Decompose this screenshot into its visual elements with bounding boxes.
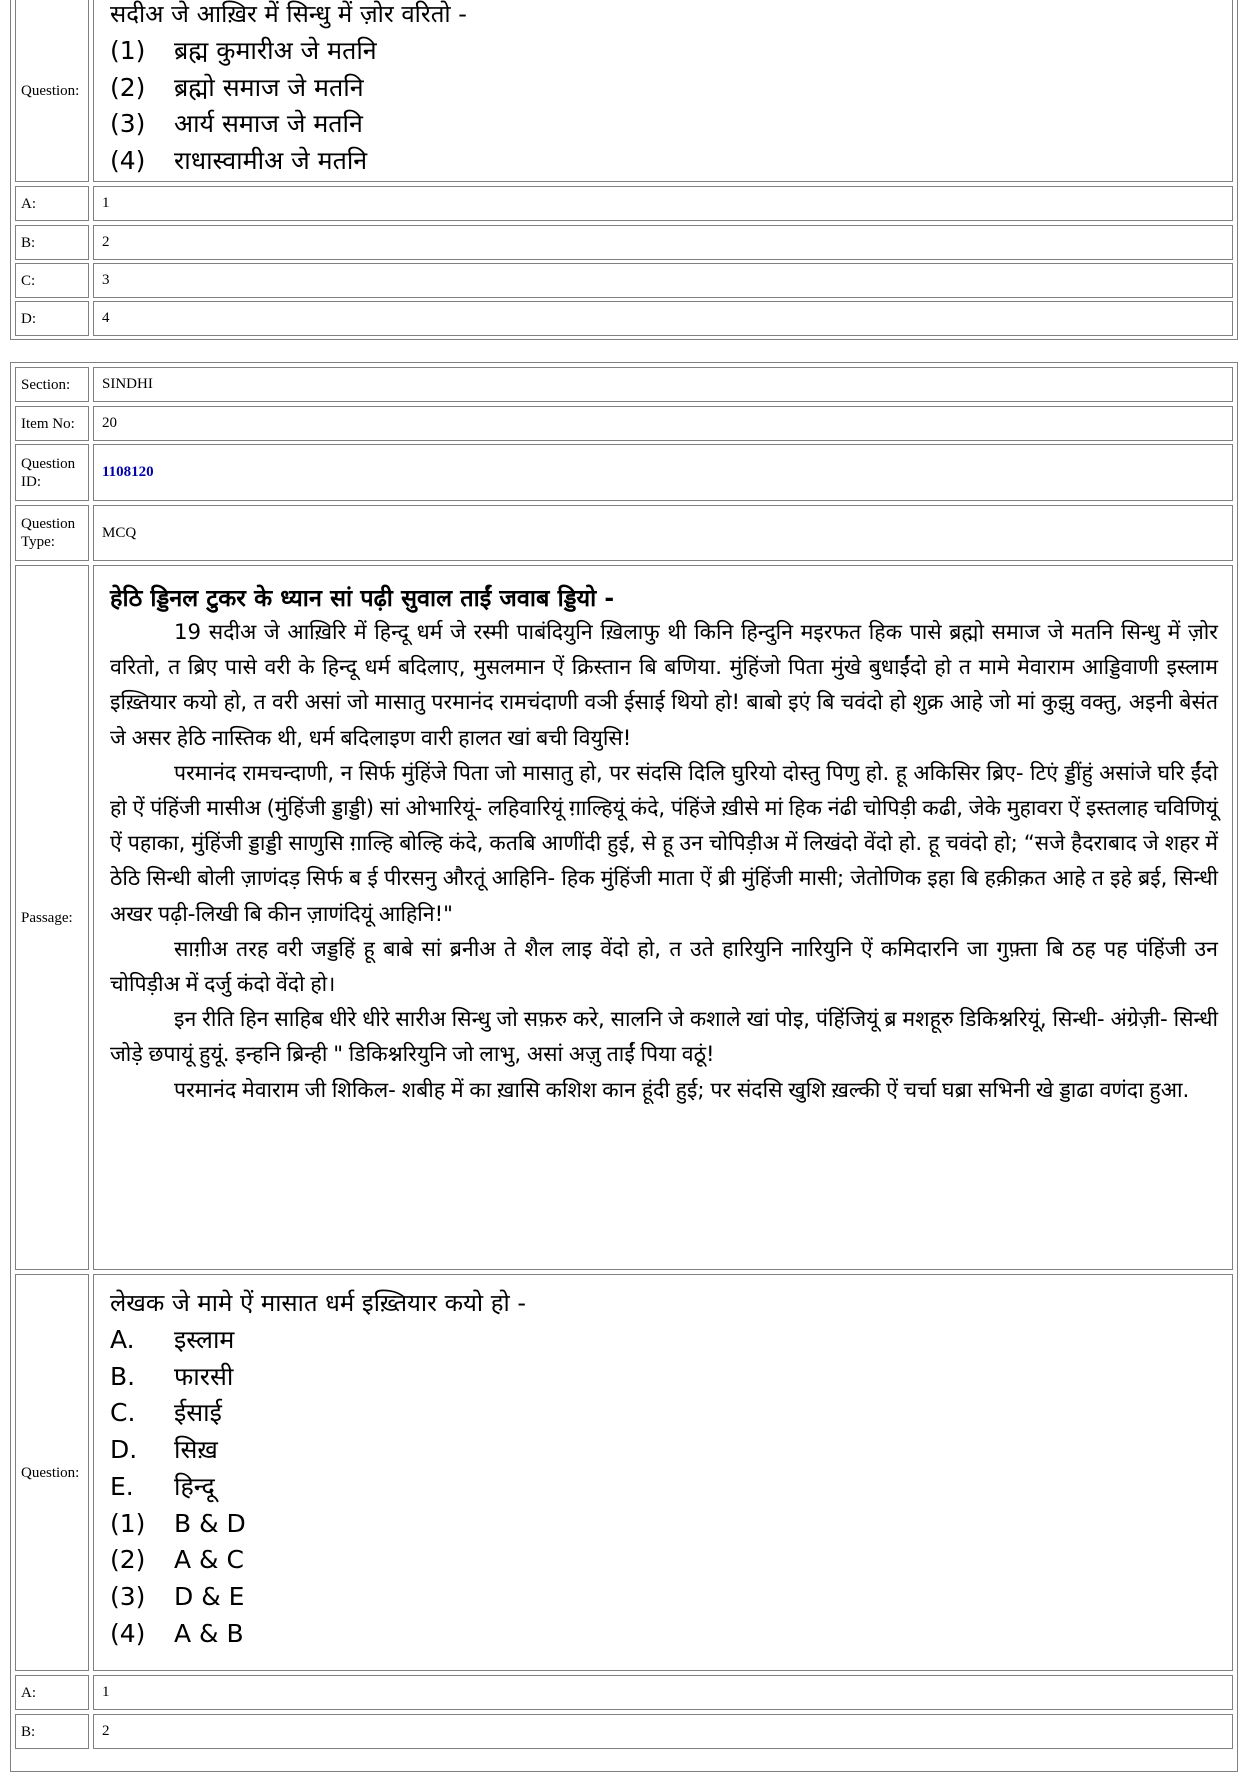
- option-2: [110, 1542, 1218, 1579]
- statement-text: फारसी: [174, 1361, 234, 1391]
- passage-row: [15, 565, 1233, 1270]
- statement-text: सिख़: [174, 1435, 218, 1465]
- question-type-label: Question Type:: [15, 505, 89, 561]
- answer-value: 3: [93, 263, 1233, 298]
- answer-label: D:: [15, 301, 89, 336]
- statement-letter: C.: [110, 1398, 136, 1428]
- statement-letter: A.: [110, 1325, 135, 1354]
- option-number: (2): [110, 72, 146, 102]
- passage-cell: [93, 565, 1233, 1270]
- option-text: A & C: [174, 1545, 244, 1575]
- question-id-label: Question ID:: [15, 444, 89, 501]
- question-id-value: 1108120: [93, 444, 1233, 501]
- passage-paragraph: साग़ीअ तरह वरी जड्डहिं हू बाबे सां ब्रनीअ ते शैल लाइ वेंदो हो, त उते हारियुनि नारियुनि ऐं कमिदारनि जा गुफ़्ता बि ठह पह पंहिंजी उन चोपिड़ीअ में दर्जु कंदो वेंदो हो।: [110, 936, 1218, 998]
- answer-row-b: [15, 1714, 1233, 1749]
- statement-d: [110, 1432, 1218, 1469]
- question-type-row: [15, 505, 1233, 561]
- section-row: [15, 367, 1233, 402]
- question-type-value: MCQ: [93, 505, 1233, 561]
- option-text: D & E: [174, 1581, 245, 1611]
- question-cell: [93, 1274, 1233, 1671]
- item-no-value: 20: [93, 406, 1233, 441]
- option-number: (1): [110, 36, 146, 65]
- option-number: (4): [110, 1618, 146, 1648]
- option-4: [110, 1616, 1218, 1653]
- option-number: (1): [110, 1508, 146, 1538]
- question-text: लेखक जे मामे ऐं मासात धर्म इख़्तियार कयो हो -: [110, 1289, 527, 1317]
- answer-label: B:: [15, 225, 89, 260]
- option-1: [110, 1506, 1218, 1543]
- passage-content: [110, 581, 1218, 1108]
- previous-item-table: [10, 0, 1238, 340]
- option-number: (3): [110, 109, 146, 139]
- question-label: Question:: [15, 0, 89, 182]
- statement-text: ईसाई: [174, 1398, 222, 1428]
- option-text: राधास्वामीअ जे मतनि: [174, 146, 368, 176]
- option-4: [110, 143, 1218, 180]
- question-text: सदीअ जे आख़िर में सिन्धु में ज़ोर वरितो -: [110, 0, 467, 28]
- answer-value: 1: [93, 186, 1233, 221]
- statement-a: [110, 1322, 1218, 1359]
- option-text: ब्रह्मो समाज जे मतनि: [174, 72, 364, 102]
- statement-letter: D.: [110, 1435, 138, 1465]
- answer-row-d: [15, 301, 1233, 336]
- option-1: [110, 33, 1218, 70]
- answer-value: 1: [93, 1675, 1233, 1710]
- option-number: (2): [110, 1545, 146, 1575]
- option-text: B & D: [174, 1508, 246, 1538]
- option-number: (3): [110, 1581, 146, 1611]
- statement-b: [110, 1359, 1218, 1396]
- answer-label: A:: [15, 1675, 89, 1710]
- option-text: A & B: [174, 1618, 244, 1648]
- statement-e: [110, 1469, 1218, 1506]
- answer-row-b: [15, 225, 1233, 260]
- section-value: SINDHI: [93, 367, 1233, 402]
- answer-value: 4: [93, 301, 1233, 336]
- question-row: [15, 1274, 1233, 1671]
- option-text: ब्रह्म कुमारीअ जे मतनि: [174, 36, 377, 65]
- question-content: [110, 1285, 1218, 1652]
- section-label: Section:: [15, 367, 89, 402]
- statement-text: इस्लाम: [174, 1325, 235, 1354]
- item-table: [10, 362, 1238, 1772]
- question-id-row: [15, 444, 1233, 501]
- statement-c: [110, 1395, 1218, 1432]
- question-label: Question:: [15, 1274, 89, 1671]
- answer-label: B:: [15, 1714, 89, 1749]
- answer-value: 2: [93, 225, 1233, 260]
- statement-text: हिन्दू: [174, 1471, 215, 1501]
- passage-label: Passage:: [15, 565, 89, 1270]
- passage-heading: हेठि ड्डिनल टुकर के ध्यान सां पढ़ी सुवाल ताईं जवाब ड्डियो -: [110, 584, 615, 612]
- answer-row-c: [15, 263, 1233, 298]
- statement-letter: B.: [110, 1361, 136, 1391]
- passage-paragraph: परमानंद मेवाराम जी शिकिल- शबीह में का ख़ासि कशिश कान हूंदी हुई; पर संदसि खुशि ख़ल्की ऐं चर्चा घब्रा सभिनी खे ड्डाढा वणंदा हुआ.: [174, 1077, 1190, 1103]
- question-content: [110, 0, 1218, 180]
- option-number: (4): [110, 146, 146, 176]
- question-cell: [93, 0, 1233, 182]
- option-text: आर्य समाज जे मतनि: [174, 109, 363, 139]
- passage-paragraph: 19 सदीअ जे आख़िरि में हिन्दू धर्म जे रस्मी पाबंदियुनि ख़िलाफु थी किनि हिन्दुनि मइरफत हिक पासे ब्रह्मो समाज जे मतनि सिन्धु में ज़ोर वरितो, त ब्रिए पासे वरी के हिन्दू धर्म बदिलाए, मुसलमान ऐं क्रिस्तान बि बणिया. मुंहिंजो पिता मुंखे बुधाईंदो हो त मामे मेवाराम आड्डिवाणी इस्लाम इख़्तियार कयो हो, त वरी असां जो मासातु परमानंद रामचंदाणी वञी ईसाई थियो हो! बाबो इएं बि चवंदो हो शुक्र आहे जो मां कुझु वक्तु, अइनी बेसंत जे असर हेठि नास्तिक थी, धर्म बदिलाइण वारी हालत खां बची वियुसि!: [110, 620, 1218, 751]
- answer-value: 2: [93, 1714, 1233, 1749]
- item-no-label: Item No:: [15, 406, 89, 441]
- answer-label: A:: [15, 186, 89, 221]
- answer-row-a: [15, 1675, 1233, 1710]
- answer-row-a: [15, 186, 1233, 221]
- passage-paragraph: इन रीति हिन साहिब धीरे धीरे सारीअ सिन्धु जो सफ़रु करे, सालनि जे कशाले खां पोइ, पंहिंजियूं ब्र मशहूरु डिकिश्नरियूं, सिन्धी- अंग्रेज़ी- सिन्धी जोड़े छपायूं हुयूं. इन्हनि ब्रिन्ही " डिकिश्नरियुनि जो लाभु, असां अज़ु ताईं पिया वठूं!: [110, 1007, 1218, 1068]
- statement-letter: E.: [110, 1471, 134, 1501]
- option-3: [110, 1579, 1218, 1616]
- item-no-row: [15, 406, 1233, 441]
- question-row: [15, 0, 1233, 182]
- passage-paragraph: परमानंद रामचन्दाणी, न सिर्फ मुंहिंजे पिता जो मासातु हो, पर संदसि दिलि घुरियो दोस्तु पिणु हो. हू अकिसिर ब्रिए- टिएं ड्डींहुं असांजे घरि ईंदो हो ऐं पंहिंजी मासीअ (मुंहिंजी ड्डाड्डी) सां ओभारियूं- लहिवारियूं ग़ाल्हियूं कंदे, पंहिंजे ख़ीसे मां हिक नंढी चोपिड़ी कढी, जेके मुहावरा ऐं इस्तलाह चविणियूं ऐं पहाका, मुंहिंजी ड्डाड्डी साणुसि ग़ाल्हि बोल्हि कंदे, कतबि आणींदी हुई, से हू उन चोपिड़ीअ में लिखंदो वेंदो हो. हू चवंदो हो; “सजे हैदराबाद जे शहर में ठेठि सिन्धी बोली ज़ाणंदड़ सिर्फ ब ई पीरसनु औरतूं आहिनि- हिक मुंहिंजी माता ऐं ब्री मुंहिंजी मासी; जेतोणिक इहा बि हक़ीक़त आहे त इहे ब्रई, सिन्धी अखर पढ़ी-लिखी बि कीन ज़ाणंदियूं आहिनि!": [110, 760, 1218, 927]
- option-2: [110, 70, 1218, 107]
- option-3: [110, 106, 1218, 143]
- answer-label: C:: [15, 263, 89, 298]
